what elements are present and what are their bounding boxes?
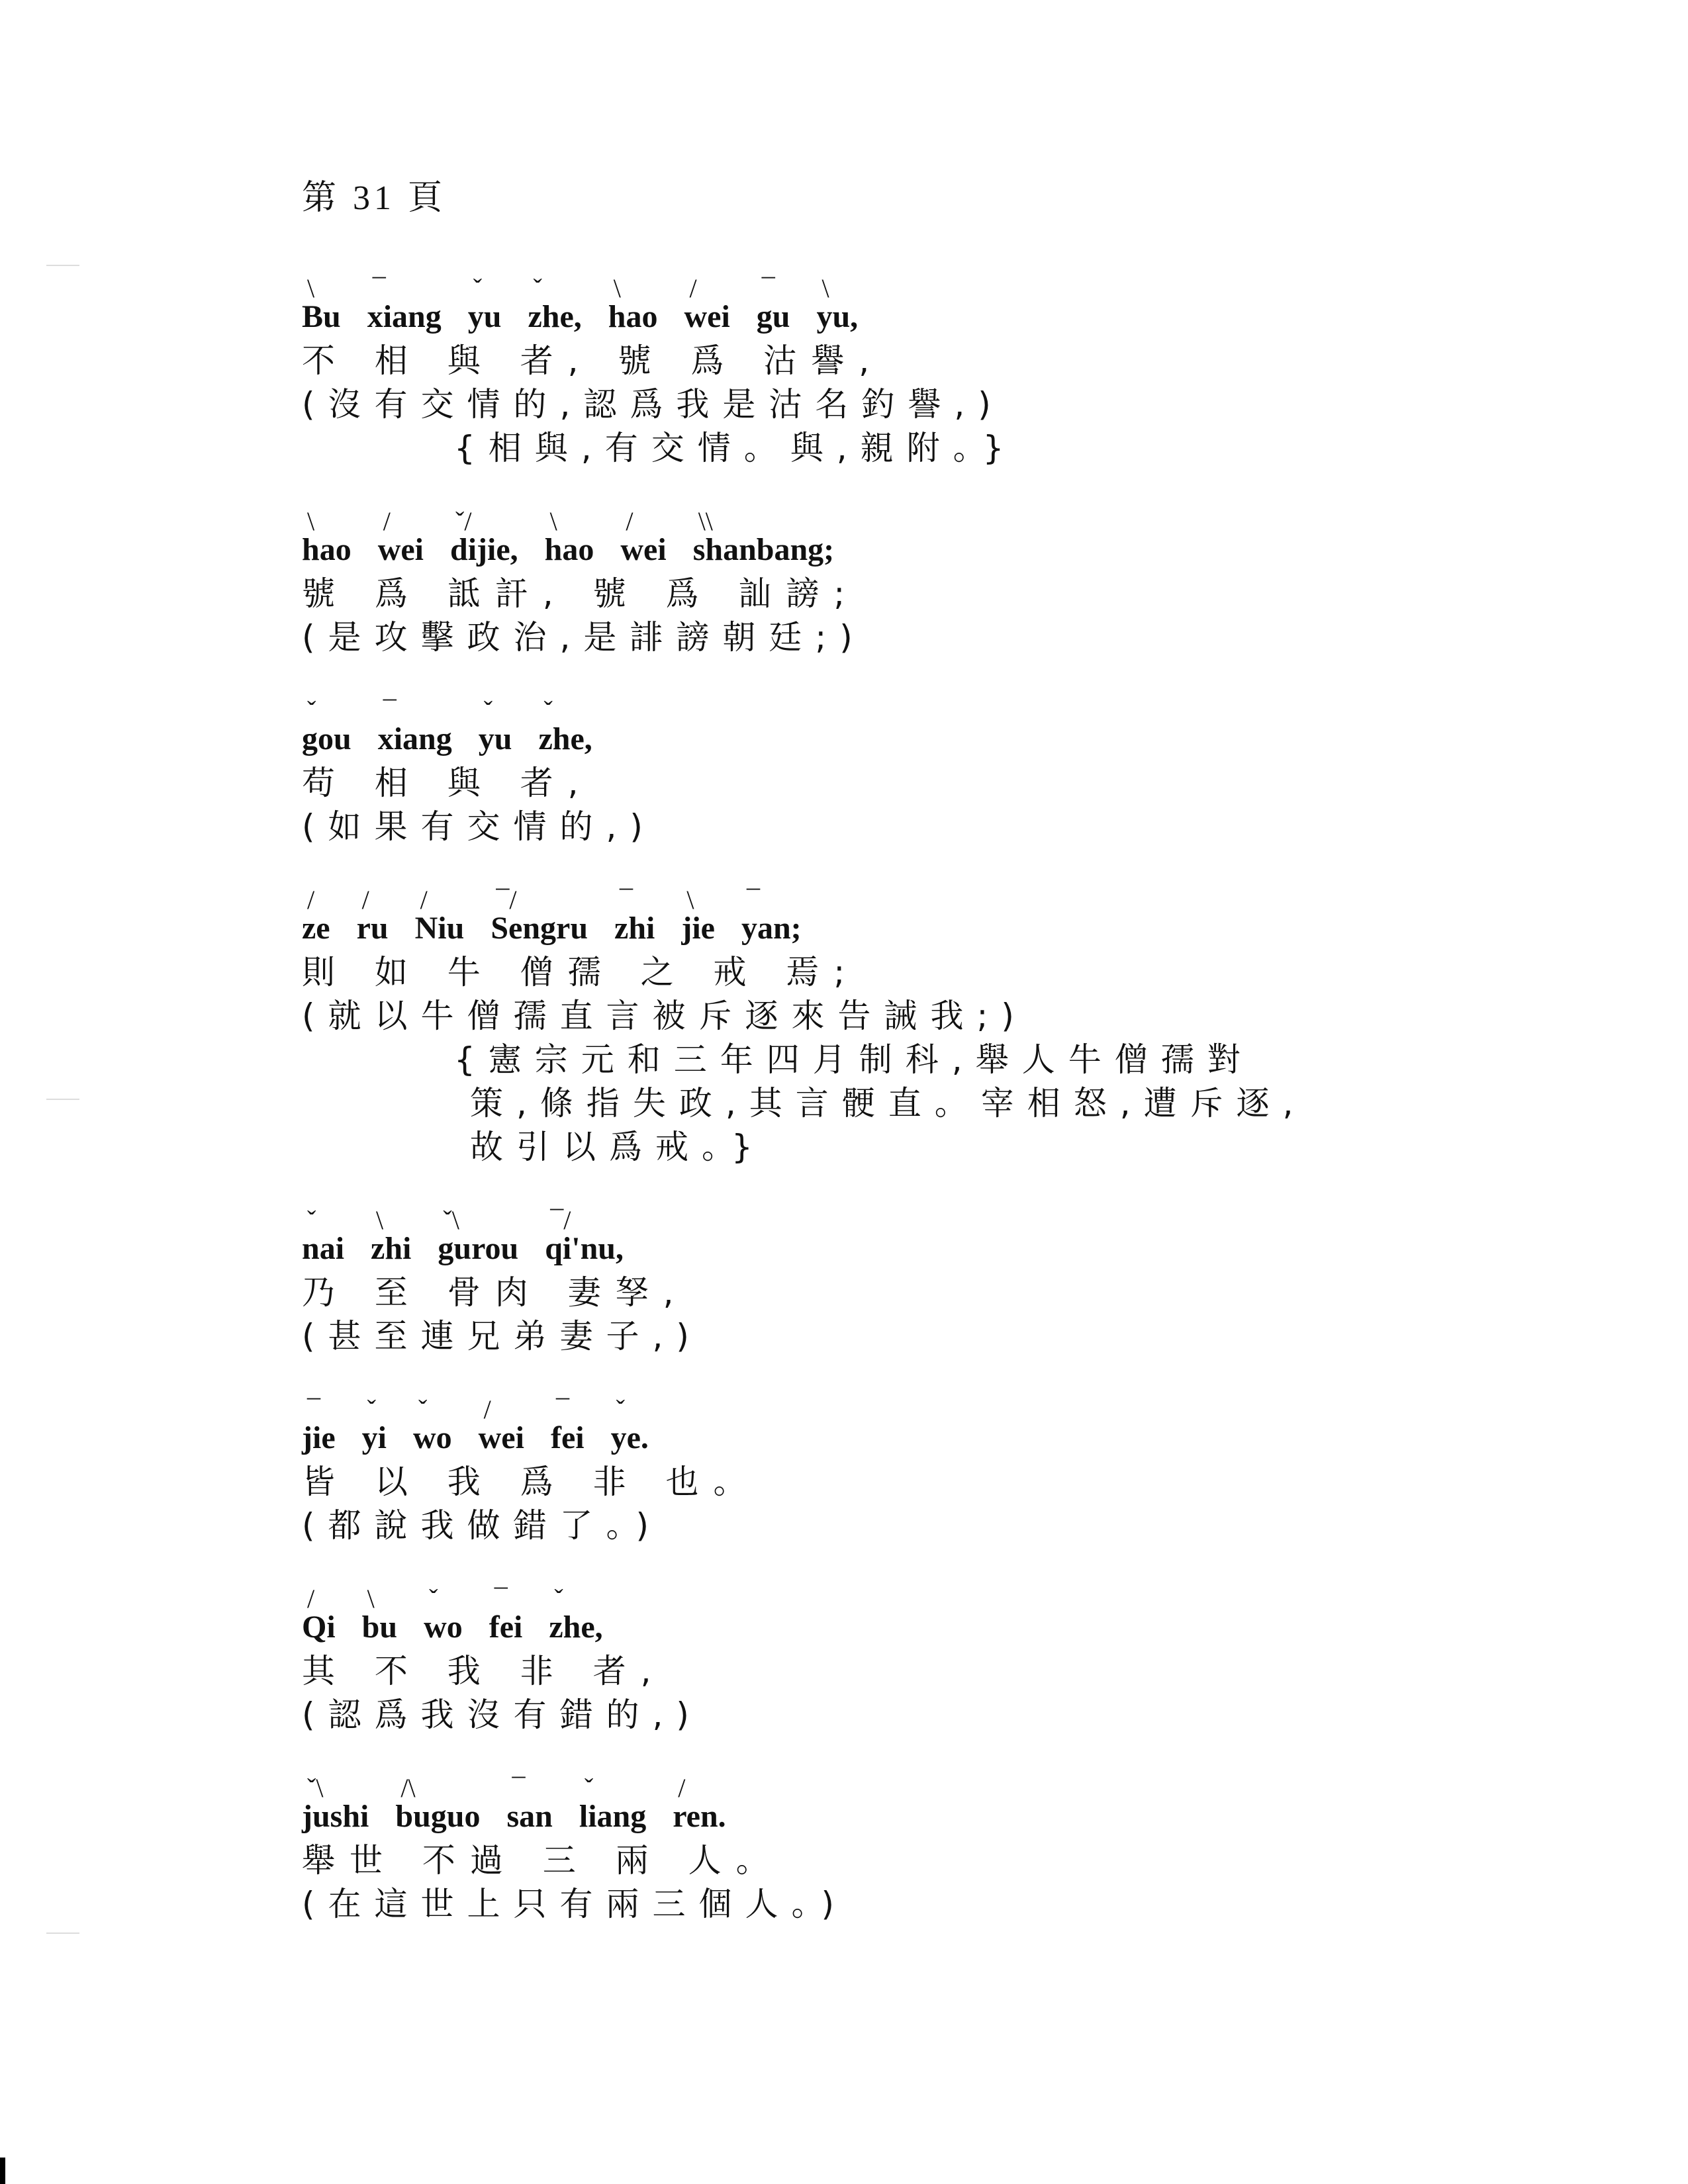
annotation-line: {憲宗元和三年四月制科,舉人牛僧孺對 (454, 1040, 1254, 1079)
hanzi-line: 號 爲 詆訐, 號 爲 訕謗; (302, 574, 860, 613)
translation-line: (在這世上只有兩三個人。) (302, 1885, 848, 1923)
pinyin-word: gurou ˇ\ (438, 1205, 519, 1266)
hanzi-line: 苟 相 與 者, (302, 764, 593, 802)
stanza (302, 1584, 1427, 1737)
stanza (302, 506, 1427, 659)
tone-mark: ¯ (761, 273, 775, 303)
tone-mark: \\ (698, 506, 713, 536)
pinyin-word: yan; ¯ (741, 885, 802, 946)
pinyin-word: zhe, ˇ (528, 273, 582, 334)
pinyin-word: nai ˇ (302, 1205, 345, 1266)
tone-mark: / (361, 885, 369, 915)
pinyin-word: zhe, ˇ (549, 1584, 603, 1645)
annotation-line: 策,條指失政,其言骾直。宰相怒,遭斥逐, (470, 1084, 1307, 1122)
pinyin-word: ren. / (673, 1773, 726, 1834)
hanzi-line: 乃 至 骨肉 妻孥, (302, 1273, 688, 1312)
tone-mark: / (420, 885, 428, 915)
pinyin-word: Niu / (414, 885, 465, 946)
pinyin-line (302, 506, 1427, 572)
tone-mark: ¯ (372, 273, 386, 303)
pinyin-word: wei / (620, 506, 667, 567)
pinyin-word: hao \ (608, 273, 658, 334)
tone-mark: ˇ (554, 1584, 563, 1614)
pinyin-line (302, 1394, 1427, 1460)
tone-mark: ¯ (620, 885, 633, 915)
pinyin-line (302, 1773, 1427, 1839)
pinyin-word: wei / (684, 273, 730, 334)
tone-mark: / (689, 273, 697, 303)
stanza (302, 1773, 1427, 1926)
pinyin-word: fei ¯ (489, 1584, 523, 1645)
tone-mark: / (626, 506, 633, 536)
pinyin-word: hao \ (302, 506, 352, 567)
stanza-list (302, 273, 1427, 1926)
tone-mark: ¯ (555, 1394, 569, 1424)
pinyin-word: ze / (302, 885, 330, 946)
translation-line: (沒有交情的,認爲我是沽名釣譽,) (302, 385, 1004, 424)
tone-mark: ˇ\ (307, 1773, 324, 1803)
pinyin-word: yu, \ (816, 273, 859, 334)
annotation-note (302, 1038, 1427, 1169)
tone-mark: \ (549, 506, 557, 536)
pinyin-line (302, 1584, 1427, 1649)
tone-mark: / (483, 1394, 491, 1424)
translation-line: (就以牛僧孺直言被斥逐來告誡我;) (302, 997, 1027, 1035)
tone-mark: ˇ (616, 1394, 625, 1424)
hanzi-line: 則 如 牛 僧孺 之 戒 焉; (302, 953, 860, 991)
pinyin-word: xiang ¯ (377, 696, 452, 756)
pinyin-word: wo ˇ (412, 1394, 452, 1455)
tone-mark: ¯/ (496, 885, 517, 915)
pinyin-word: zhi ¯ (614, 885, 655, 946)
pinyin-word: shanbang; \\ (692, 506, 835, 567)
tone-mark: ˇ (418, 1394, 428, 1424)
pinyin-word: yi ˇ (361, 1394, 387, 1455)
tone-mark: ˇ (307, 1205, 316, 1235)
translation-line: (如果有交情的,) (302, 807, 656, 846)
pinyin-word: Qi / (302, 1584, 336, 1645)
hanzi-line: 舉世 不過 三 兩 人。 (302, 1841, 784, 1880)
tone-mark: ˇ (533, 273, 542, 303)
pinyin-word: liang ˇ (579, 1773, 647, 1834)
hanzi-line: 皆 以 我 爲 非 也。 (302, 1463, 761, 1501)
tone-mark: / (383, 506, 391, 536)
pinyin-word: ru / (356, 885, 389, 946)
scan-edge-mark (0, 2158, 5, 2184)
pinyin-word: yu ˇ (478, 696, 512, 756)
pinyin-word: wei / (377, 506, 424, 567)
tone-mark: ¯ (307, 1394, 320, 1424)
pinyin-line (302, 885, 1427, 950)
hanzi-line: 其 不 我 非 者, (302, 1652, 666, 1690)
tone-mark: \ (307, 273, 315, 303)
pinyin-word: yu ˇ (467, 273, 502, 334)
pinyin-line (302, 273, 1427, 339)
tone-mark: \ (686, 885, 694, 915)
tone-mark: ¯ (746, 885, 760, 915)
tone-mark: ¯/ (550, 1205, 571, 1235)
pinyin-word: dijie, ˇ/ (450, 506, 518, 567)
tone-mark: ˇ (307, 696, 316, 725)
pinyin-word: zhe, ˇ (538, 696, 592, 756)
tone-mark: / (307, 885, 315, 915)
stanza (302, 1394, 1427, 1547)
pinyin-line (302, 1205, 1427, 1271)
tone-mark: / (307, 1584, 315, 1614)
tone-mark: ˇ (543, 696, 553, 725)
translation-line: (是攻擊政治,是誹謗朝廷;) (302, 618, 866, 657)
pinyin-word: ye. ˇ (610, 1394, 649, 1455)
pinyin-word: fei ¯ (550, 1394, 585, 1455)
stanza (302, 1205, 1427, 1358)
tone-mark: ¯ (383, 696, 397, 725)
pinyin-word: jie \ (681, 885, 715, 946)
annotation-note (302, 426, 1427, 470)
annotation-line: {相與,有交情。與,親附。} (454, 429, 1017, 467)
tone-mark: \ (376, 1205, 384, 1235)
margin-mark-bottom (46, 1933, 79, 1934)
pinyin-word: qi'nu, ¯/ (545, 1205, 624, 1266)
pinyin-line (302, 696, 1427, 761)
tone-mark: ¯ (494, 1584, 508, 1614)
tone-mark: ¯ (512, 1773, 526, 1803)
hanzi-line: 不 相 與 者, 號 爲 沽譽, (302, 341, 884, 380)
pinyin-word: jie ¯ (302, 1394, 336, 1455)
tone-mark: ˇ/ (455, 506, 472, 536)
margin-mark-top (46, 265, 79, 266)
pinyin-word: wo ˇ (424, 1584, 463, 1645)
translation-line: (都說我做錯了。) (302, 1506, 663, 1545)
margin-mark-middle (46, 1099, 79, 1100)
pinyin-word: jushi ˇ\ (302, 1773, 369, 1834)
tone-mark: ˇ (584, 1773, 594, 1803)
pinyin-word: buguo /\ (395, 1773, 481, 1834)
pinyin-word: bu \ (361, 1584, 398, 1645)
pinyin-word: xiang ¯ (367, 273, 442, 334)
document-page (302, 179, 1427, 1926)
pinyin-word: gu ¯ (756, 273, 790, 334)
stanza (302, 885, 1427, 1169)
tone-mark: ˇ (367, 1394, 376, 1424)
tone-mark: ˇ (429, 1584, 438, 1614)
pinyin-word: gou ˇ (302, 696, 352, 756)
tone-mark: \ (613, 273, 621, 303)
stanza (302, 273, 1427, 470)
page-number: 第 31 頁 (302, 179, 447, 217)
tone-mark: ˇ (473, 273, 483, 303)
pinyin-word: Sengru ¯/ (491, 885, 588, 946)
pinyin-word: zhi \ (371, 1205, 412, 1266)
translation-line: (認爲我沒有錯的,) (302, 1696, 702, 1734)
pinyin-word: Bu \ (302, 273, 341, 334)
tone-mark: /\ (400, 1773, 416, 1803)
stanza (302, 696, 1427, 848)
pinyin-word: wei / (478, 1394, 524, 1455)
tone-mark: ˇ\ (443, 1205, 459, 1235)
annotation-line: 故引以爲戒。} (470, 1128, 766, 1166)
tone-mark: ˇ (483, 696, 493, 725)
tone-mark: \ (821, 273, 829, 303)
tone-mark: / (678, 1773, 686, 1803)
tone-mark: \ (307, 506, 315, 536)
translation-line: (甚至連兄弟妻子,) (302, 1317, 702, 1355)
pinyin-word: hao \ (544, 506, 594, 567)
pinyin-word: san ¯ (506, 1773, 553, 1834)
tone-mark: \ (367, 1584, 375, 1614)
